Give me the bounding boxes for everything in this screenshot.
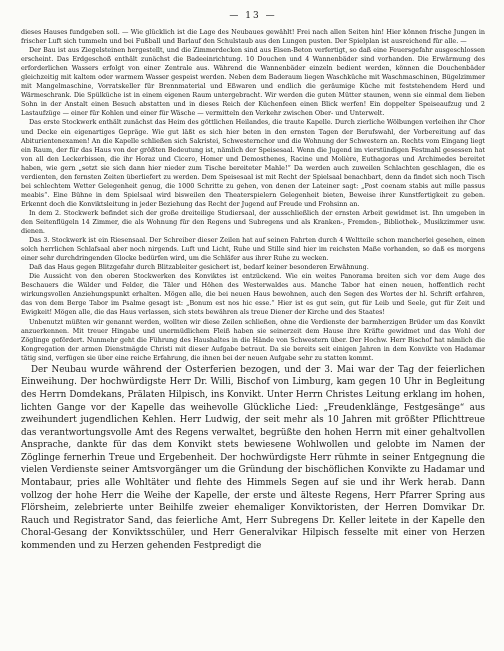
page-body xyxy=(21,28,485,553)
paragraph: Daß das Haus gegen Blitzgefahr durch Blitzableiter gesichert ist, bedarf keiner besonderen Erwähnung. xyxy=(29,263,369,272)
page-number: — 13 — xyxy=(229,11,277,21)
paragraph: Das 3. Stockwerk ist ein Riesensaal. Der Schreiber dieser Zeilen hat auf seinen Fahrten durch 4 Weltteile schon mancherlei gesehen, einen solch herrlichen Schlafsaal aber noch nirgends. Luft und Licht, Ruhe und Stille sind hier im reichsten Maße vorhanden, so daß es morgens einer sehr durchdringenden Glocke bedürfen wird, um die Schläfer aus ihrer Ruhe zu wecken. xyxy=(21,236,485,263)
paragraph: dieses Hauses fundgeben soll. — Wie glücklich ist die Lage des Neubaues gewählt! Frei nach allen Seiten hin! Hier können frische Jungen in frischer Luft sich tummeln und bei Fußball und Barlauf den Schulstaub aus den Lungen pusten. Der Spielplan ist ausreichend für alle. — xyxy=(21,28,485,46)
paragraph: Der Neubau wurde während der Osterferien bezogen, und der 3. Mai war der Tag der feierlichen Einweihung. Der hochwürdigste Herr Dr. Willi, Bischof von Limburg, kam gegen 10 Uhr in Begleitung des Herrn Domdekans, Prälaten Hilpisch, ins Konvikt. Unter Herrn Christes Leitung erklang im hohen, lichten Gange vor der Kapelle das weihevolle Glückliche Lied: „Freudenklänge, Festgesänge“ aus zweihundert jugendlichen Kehlen. Herr Ludwig, der seit mehr als 10 Jahren mit größter Pflichttreue das verantwortungsvolle Amt des Regens verwaltet, begrüßte den hohen Herrn mit einer gehaltvollen Ansprache, dankte für das dem Konvikt stets bewiesene Wohlwollen und gelobte im Namen der Zöglinge fernerhin Treue und Ergebenheit. Der hochwürdigste Herr rühmte in seiner Entgegnung die vielen Verdienste seiner Amtsvorgänger um die Gründung der bischöflichen Konvikte zu Hadamar und Montabaur, pries alle Wohltäter und flehte des Himmels Segen auf sie und ihr Werk herab. Dann vollzog der hohe Herr die Weihe der Kapelle, der erste und älteste Regens, Herr Pfarrer Spring aus Flörsheim, zelebrierte unter Beihilfe zweier ehemaliger Konviktoristen, der Herren Domvikar Dr. Rauch und Registrator Sand, das feierliche Amt, Herr Subregens Dr. Keller leitete in der Kapelle den Choral-Gesang der Konviktsschüler, und Herr Generalvikar Hilpisch fesselte mit einer von Herzen kommenden und zu Herzen gehenden Festpredigt die xyxy=(21,364,485,552)
paragraph: In dem 2. Stockwerk befindet sich der große dreiteilige Studiersaal, der ausschließlich der ernsten Arbeit gewidmet ist. Ihn umgeben in den Seitenflügeln 14 Zimmer, die als Wohnung für den Regens und Subregens und als Kranken-, Fremden-, Bibliothek-, Musikzimmer usw. dienen. xyxy=(21,208,485,236)
paragraph: Der Bau ist aus Ziegelsteinen hergestellt, und die Zimmerdecken sind aus Eisen-Beton verfertigt, so daß eine Feuersgefahr ausgeschlossen erscheint. Das Erdgeschoß enthält zunächst die Badeeinrichtung. 10 Douchen und 4 Wannenbäder sind vorhanden. Die Erwärmung des erforderlichen Wassers erfolgt von einer Zentrale aus. Während die Wannenbäder einzeln bedient werden, können die Douchenbäder gleichzeitig mit kaltem oder warmem Wasser gespeist werden. Neben dem Baderaum liegen Waschküche mit Waschmaschinen, Bügelzimmer mit Mangelmaschine, Vorratskeller für Brennmaterial und Eßwaren und endlich die geräumige Küche mit feststehendem Herd und Wärmeschrank. Die Spülküche ist in einem eigenen Raum untergebracht. Wir werden die guten Mütter staunen, wenn sie einmal dem lieben Sohn in der Anstalt einen Besuch abstatten und in dieses Reich der Küchenfeen einen Blick werfen! Ein doppelter Speiseaufzug und 2 Lastaufzüge — einer für Kohlen und einer für Wäsche — vermitteln den Verkehr zwischen Ober- und Unterwelt. xyxy=(21,46,485,118)
paragraph: Die Aussicht von den oberen Stockwerken des Konviktes ist entzückend. Wie ein weites Panorama breiten sich vor dem Auge des Beschauers die Wälder und Felder, die Täler und Höhen des Westerwaldes aus. Manche Tabor hat einen neuen, hoffentlich recht wirkungsvollen Anziehungspunkt erhalten. Mögen alle, die bei neuen Haus bewohnen, auch den Segen des Wortes der hl. Schrift erfahren, das von dem Berge Tabor im Psalme gesagt ist: „Bonum est nos hic esse.“ Hier ist es gut sein, gut für Leib und Seele, gut für Zeit und Ewigkeit! Mögen alle, die das Haus verlassen, sich stets bewähren als treue Diener der Kirche und des Staates! xyxy=(21,272,485,317)
paragraph: Unbenutzt müßten wir genannt werden, wollten wir diese Zeilen schließen, ohne die Verdienste der barmherzigen Brüder um das Konvikt anzuerkennen. Mit treuer Hingabe und unermüdlichem Fleiß haben sie seinerzeit dem Hause ihre Kräfte gewidmet und das Wohl der Zöglinge gefördert. Nunmehr geht die Führung des Haushaltes in die Hände von Schwestern über. Der Hochw. Herr Bischof hat nämlich die Kongregation der armen Dienstmägde Christi mit dieser Aufgabe betraut. Da sie bereits seit einigen Jahren in dem Konvikte von Hadamar tätig sind, verfügen sie über eine reiche Erfahrung, die ihnen bei der neuen Aufgabe sehr zu statten kommt. xyxy=(21,317,485,362)
paragraph: Das erste Stockwerk enthält zunächst das Heim des göttlichen Heilandes, die traute Kapelle. Durch zierliche Wölbungen verleihen ihr Chor und Decke ein eigenartiges Gepräge. Wie gut läßt es sich hier beten in den ernsten Tagen der Berufswahl, der Vorbereitung auf das Abiturientenexamen! An die Kapelle schließen sich Sakristei, Schwesternchor und die Wohnung der Schwestern an. Rechts vom Eingang liegt ein Raum, der für das Haus von der größten Bedeutung ist, nämlich der Speisesaal. Wenn die Jugend im vierstündigen Festmahl gesessen hat von all den Leckerbissen, die ihr Horaz und Cicero, Homer und Demosthenes, Racine und Molière, Euthagoras und Archimedes bereitet haben, wie gern „setzt sie sich dann hier nieder zum Tische bereiteter Mahle!“ Da werden auch zuweilen Schlachten geschlagen, die es verdienten, den fernsten Zeiten überliefert zu werden. Dem Speisesaal ist mit Recht der Spielsaal benachbart, denn da findet sich noch Tisch bei schlechtem Wetter Gelegenheit genug, die 1000 Schritte zu gehen, von denen der Lateiner sagt: „Post coenam stabis aut mille passus meabis“. Eine Bühne in dem Spielsaal wird bisweilen den Theaterspielern Gelegenheit bieten, Beweise ihrer Kunstfertigkeit zu geben. Erkennt doch die Konviktsleitung in jeder Beziehung das Recht der Jugend auf Freude und Frohsinn an. xyxy=(21,118,485,208)
